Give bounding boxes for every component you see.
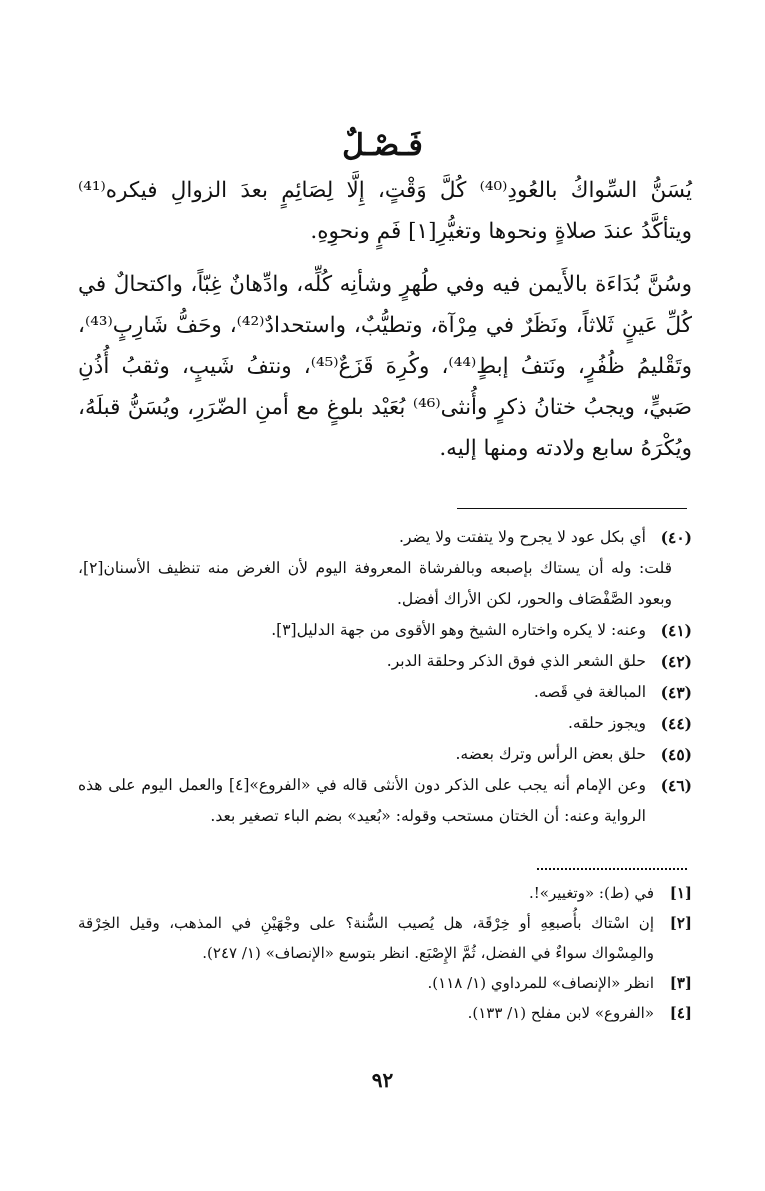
footnote-number: (٤٣) bbox=[660, 683, 692, 702]
footnote-number: (٤٥) bbox=[660, 745, 692, 764]
footnote-text: حلق بعض الرأس وترك بعضه. bbox=[455, 745, 646, 763]
footnote-43 bbox=[78, 677, 692, 708]
reference-number: [٢] bbox=[669, 914, 692, 932]
footnote-text: وعنه: لا يكره واختاره الشيخ وهو الأقوى من جهة الدليل[٣]. bbox=[271, 621, 646, 639]
reference-number: [١] bbox=[669, 884, 692, 902]
reference-text: «الفروع» لابن مفلح (١/ ١٣٣). bbox=[467, 1004, 654, 1022]
footnote-number: (٤٦) bbox=[660, 776, 692, 795]
footnote-number: (٤٢) bbox=[660, 652, 692, 671]
reference-text: انظر «الإنصاف» للمرداوي (١/ ١١٨). bbox=[427, 974, 654, 992]
section-heading: فَـصْـلٌ bbox=[342, 128, 423, 163]
reference-number: [٣] bbox=[669, 974, 692, 992]
main-paragraph-1: يُسَنُّ السِّواكُ بالعُودِ⁽⁴⁰⁾ كُلَّ وَقْتٍ، إِلَّا لِصَائِمٍ بعدَ الزوالِ فيكره⁽⁴¹⁾ ويتأكَّدُ عندَ صلاةٍ ونحوها وتغيُّرِ[١] فَمٍ ونحوِهِ. bbox=[78, 178, 692, 244]
page-number: ٩٢ bbox=[371, 1068, 394, 1092]
footnote-separator bbox=[457, 508, 687, 509]
footnote-text: وعن الإمام أنه يجب على الذكر دون الأنثى قاله في «الفروع»[٤] والعمل اليوم على هذه الرواية وعنه: أن الختان مستحب وقوله: «بُعيد» بضم الباء تصغير بعد. bbox=[78, 776, 646, 825]
footnote-44 bbox=[78, 708, 692, 739]
reference-separator bbox=[537, 868, 687, 870]
footnote-text: حلق الشعر الذي فوق الذكر وحلقة الدبر. bbox=[386, 652, 646, 670]
footnote-40 bbox=[78, 522, 692, 553]
footnotes bbox=[78, 522, 692, 832]
reference-4 bbox=[78, 998, 692, 1028]
footnote-number: (٤١) bbox=[660, 621, 692, 640]
footnote-text: المبالغة في قَصه. bbox=[533, 683, 646, 701]
reference-1 bbox=[78, 878, 692, 908]
main-paragraph-2: وسُنَّ بُدَاءَة بالأَيمن فيه وفي طُهرٍ وشأنِه كُلِّه، وادِّهانٌ غِبّاً، واكتحالٌ في كُلِّ عَينٍ ثَلاثاً، ونَظَرٌ في مِرْآة، وتطيُّبٌ، واستحدادٌ⁽⁴²⁾، وحَفُّ شَارِبٍ⁽⁴³⁾، وتَقْليمُ ظُفُرٍ، ونَتفُ إبطٍ⁽⁴⁴⁾، وكُرِهَ قَزَعٌ⁽⁴⁵⁾، ونتفُ شَيبٍ، وثقبُ أُذُنِ صَبيٍّ، ويجبُ ختانُ ذكرٍ وأُنثى⁽⁴⁶⁾ بُعَيْد بلوغٍ مع أمنِ الضّرَرِ، ويُسَنُّ قبلَهُ، ويُكْرَهُ سابع ولادته ومنها إليه. bbox=[78, 272, 693, 461]
footnote-text: أي بكل عود لا يجرح ولا يتفتت ولا يضر. bbox=[399, 528, 646, 546]
reference-3 bbox=[78, 968, 692, 998]
footnote-number: (٤٤) bbox=[660, 714, 692, 733]
footnote-41 bbox=[78, 615, 692, 646]
reference-text: إن اسْتاك بأُصبعِهِ أو خِرْقَة، هل يُصيب السُّنة؟ على وجْهَيْنِ في المذهب، وقيل الخِرْقة والمِسْواك سواءٌ في الفضل، ثُمَّ الإِصْبَع. انظر بتوسع «الإنصاف» (١/ ٢٤٧). bbox=[78, 914, 654, 962]
reference-number: [٤] bbox=[669, 1004, 692, 1022]
footnote-40-comment: قلت: وله أن يستاك بإصبعه وبالفرشاة المعروفة اليوم لأن الغرض منه تنظيف الأسنان[٢]، وبعود الصَّفْصَاف والحور، لكن الأراك أفضل. bbox=[78, 559, 672, 608]
footnote-45 bbox=[78, 739, 692, 770]
footnote-42 bbox=[78, 646, 692, 677]
reference-2 bbox=[78, 908, 692, 968]
footnote-46 bbox=[78, 770, 692, 832]
references bbox=[78, 878, 692, 1028]
footnote-number: (٤٠) bbox=[660, 528, 692, 547]
footnote-text: ويجوز حلقه. bbox=[567, 714, 646, 732]
reference-text: في (ط): «وتغيير»!. bbox=[529, 884, 654, 902]
main-text bbox=[78, 170, 692, 469]
